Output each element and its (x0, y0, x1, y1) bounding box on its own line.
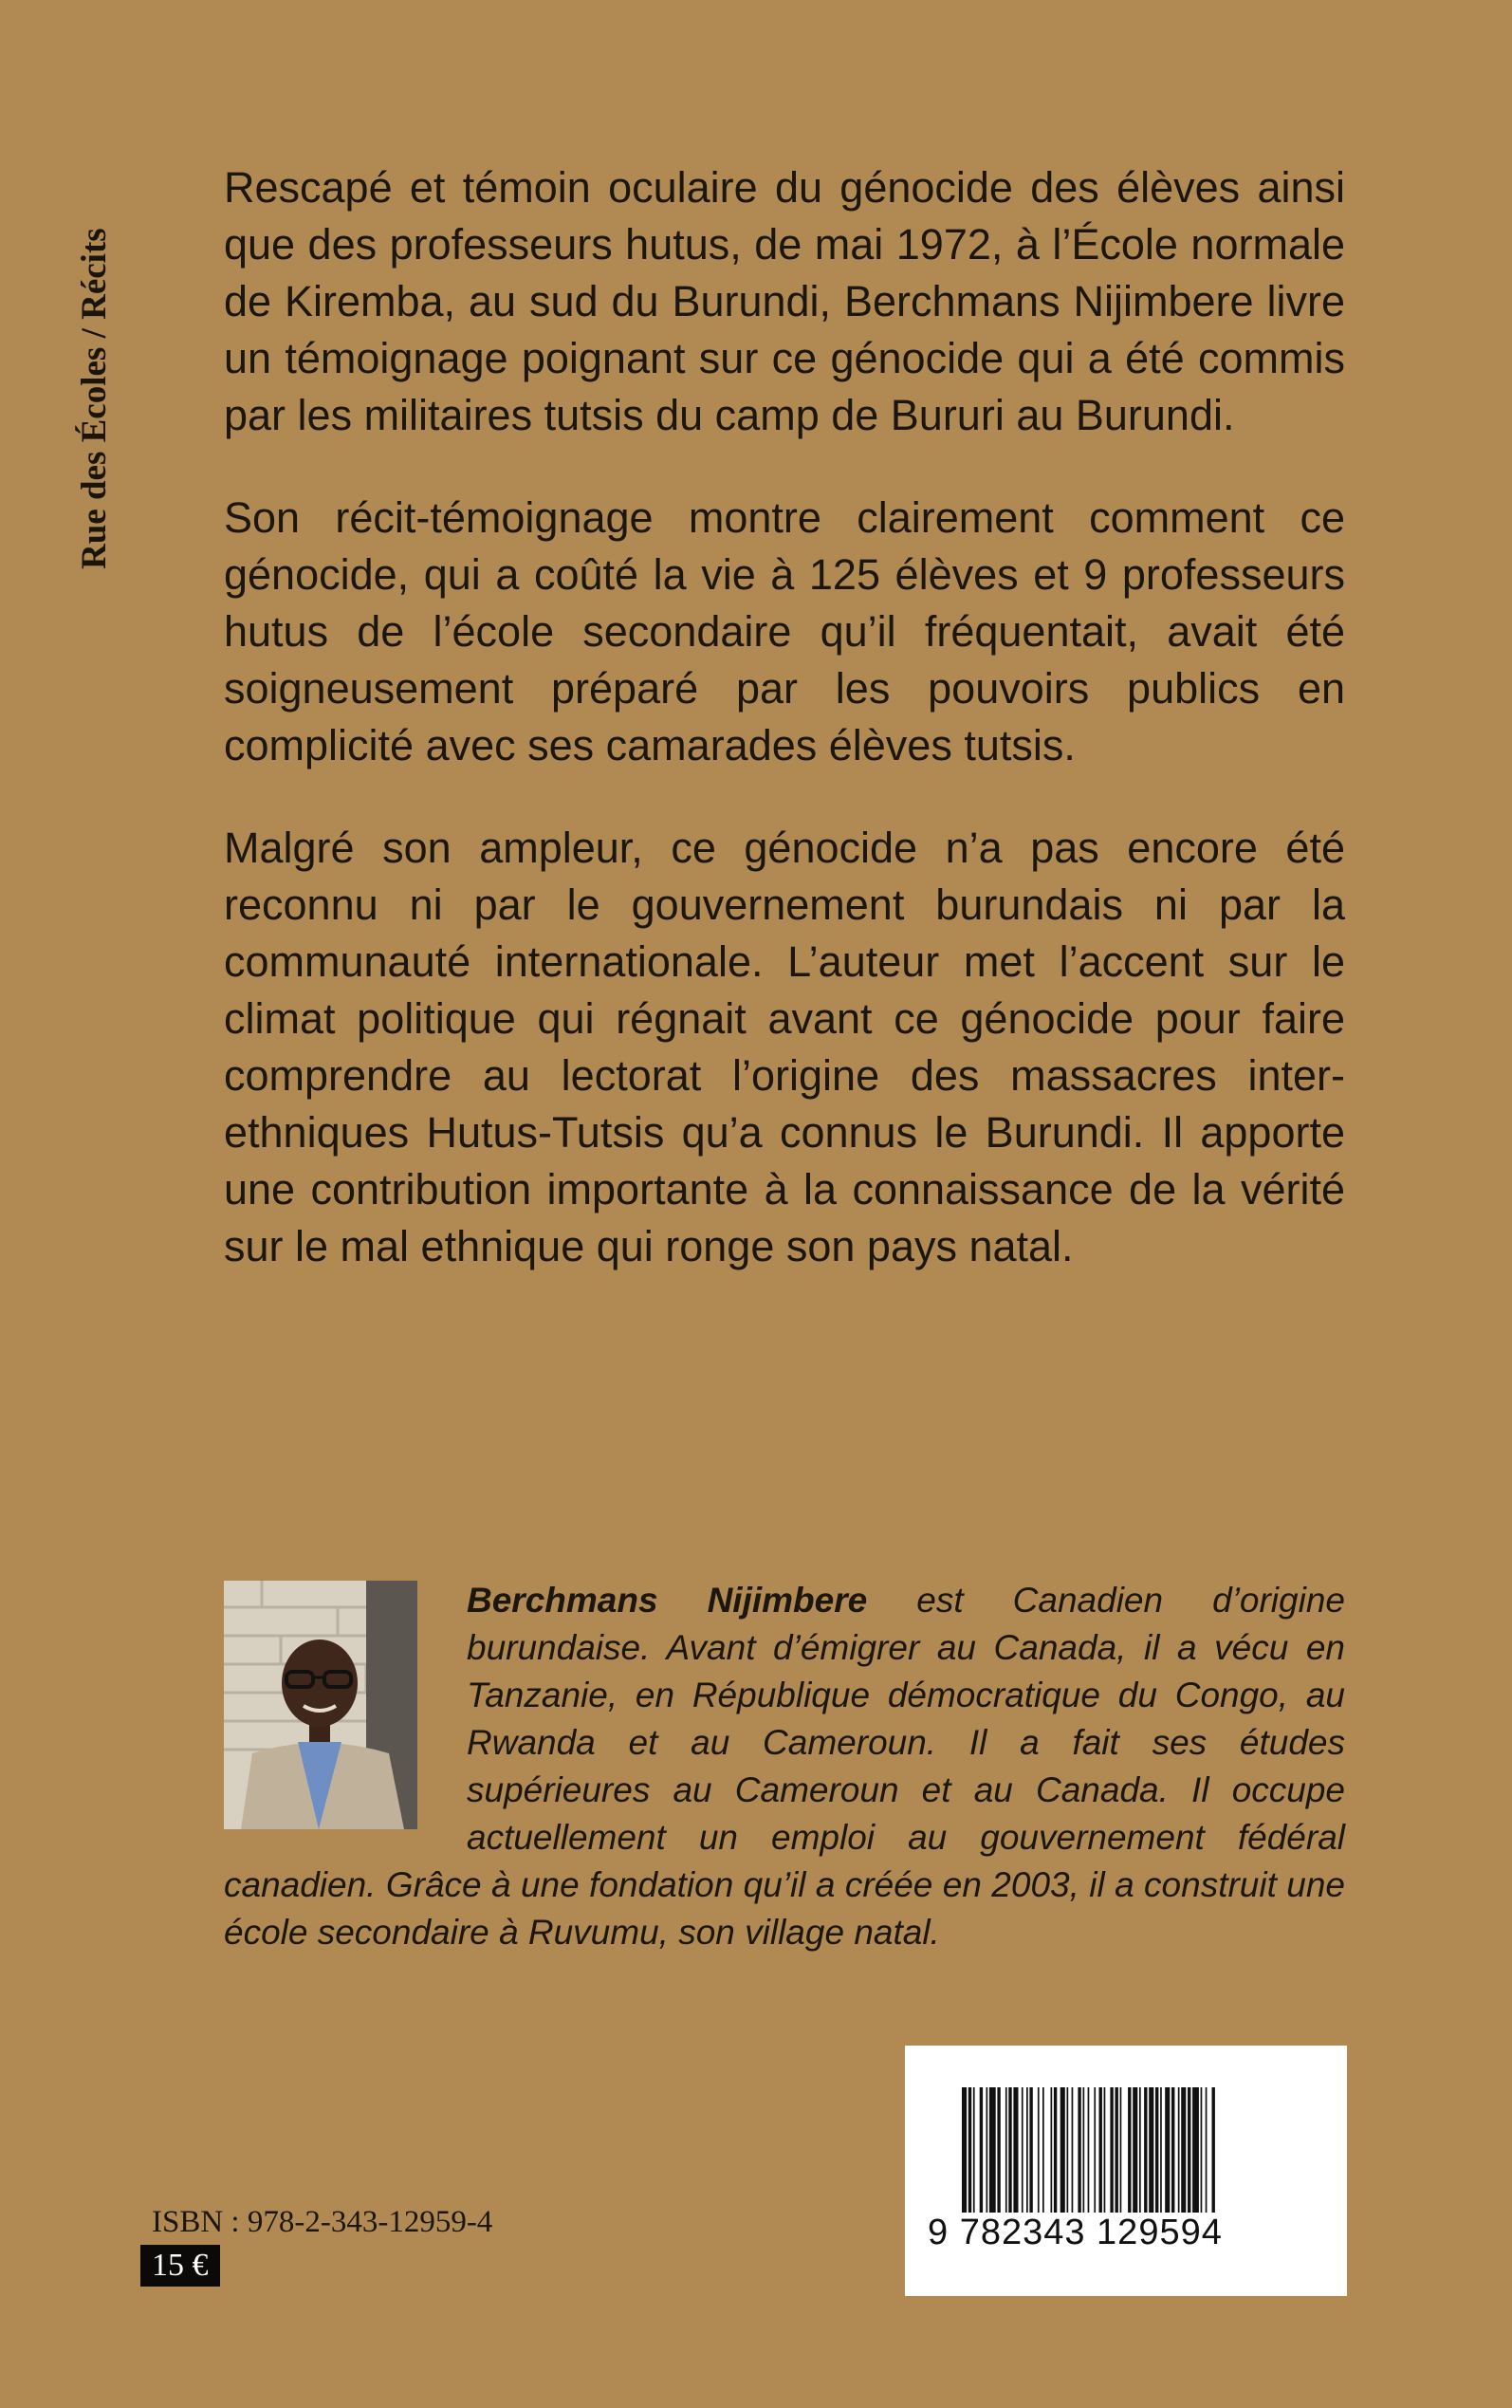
author-bio (224, 1577, 1345, 1956)
barcode-bar (1212, 2087, 1215, 2213)
barcode-bar (1181, 2087, 1186, 2213)
barcode-bar (1013, 2087, 1018, 2213)
author-name: Berchmans Nijimbere (467, 1581, 868, 1620)
barcode-bar (1155, 2087, 1158, 2213)
barcode-bar (1104, 2087, 1106, 2213)
isbn-number: ISBN : 978-2-343-12959-4 (152, 2205, 493, 2239)
barcode-bar (1144, 2087, 1147, 2213)
barcode-bar (1120, 2087, 1122, 2213)
barcode-bar (1110, 2087, 1113, 2213)
barcode-bar (1029, 2087, 1032, 2213)
barcode-bar (989, 2087, 996, 2213)
barcode-digits: 9 782343 129594 (928, 2213, 1223, 2252)
barcode-bars (962, 2087, 1294, 2213)
barcode-bar (1116, 2087, 1118, 2213)
barcode-bar (1083, 2087, 1085, 2213)
barcode-bar (986, 2087, 988, 2213)
series-label: Rue des Écoles / Récits (75, 228, 114, 569)
barcode-bar (1133, 2087, 1137, 2213)
barcode-bar (973, 2087, 975, 2213)
barcode-bar (1178, 2087, 1180, 2213)
barcode-bar (1078, 2087, 1080, 2213)
barcode-bar (1099, 2087, 1102, 2213)
barcode-bar (1165, 2087, 1170, 2213)
barcode-bar (1128, 2087, 1131, 2213)
barcode-bar (1192, 2087, 1199, 2213)
barcode-bar (968, 2087, 971, 2213)
barcode (905, 2046, 1347, 2296)
barcode-bar (1054, 2087, 1057, 2213)
barcode-bar (1160, 2087, 1162, 2213)
barcode-bar (997, 2087, 1000, 2213)
barcode-bar (1008, 2087, 1011, 2213)
barcode-bar (1094, 2087, 1096, 2213)
blurb-paragraph-3: Malgré son ampleur, ce génocide n’a pas encore été reconnu ni par le gouvernement burundais ni par la communauté internationale. L’auteur met l’accent sur le climat politique qui régnait avant ce génocide pour faire comprendre au lectorat l’origine des massacres inter-ethniques Hutus-Tutsis qu’a connus le Burundi. Il apporte une contribution importante à la connaissance de la vérité sur le mal ethnique qui ronge son pays natal. (224, 824, 1345, 1270)
barcode-bar (1060, 2087, 1065, 2213)
barcode-bar (1038, 2087, 1040, 2213)
barcode-bar (1201, 2087, 1203, 2213)
author-bio-text: est Canadien d’origine burundaise. Avant d’émigrer au Canada, il a vécu en Tanzanie, en République démocratique du Congo, au Rwanda et au Cameroun. Il a fait ses études supérieures au Cameroun et au Canada. Il occupe actuellement un emploi au gouvernement fédéral canadien. Grâce à une fondation qu’il a créée en 2003, il a construit une école secondaire à Ruvumu, son village natal. (224, 1581, 1345, 1952)
price-tag: 15 € (140, 2245, 220, 2287)
barcode-bar (1088, 2087, 1090, 2213)
barcode-bar (1171, 2087, 1174, 2213)
barcode-bar (962, 2087, 967, 2213)
barcode-bar (1139, 2087, 1141, 2213)
back-cover-blurb (224, 159, 1345, 1321)
barcode-bar (1067, 2087, 1069, 2213)
barcode-bar (1005, 2087, 1007, 2213)
barcode-bar (1072, 2087, 1074, 2213)
barcode-bar (1051, 2087, 1053, 2213)
blurb-paragraph-2: Son récit-témoignage montre clairement comment ce génocide, qui a coûté la vie à 125 élèves et 9 professeurs hutus de l’école secondaire qu’il fréquentait, avait été soigneusement préparé par les pouvoirs publics en complicité avec ses camarades élèves tutsis. (224, 493, 1345, 769)
barcode-bar (1042, 2087, 1044, 2213)
barcode-bar (980, 2087, 983, 2213)
barcode-bar (1206, 2087, 1208, 2213)
barcode-bar (1149, 2087, 1153, 2213)
barcode-bar (1188, 2087, 1190, 2213)
blurb-paragraph-1: Rescapé et témoin oculaire du génocide des élèves ainsi que des professeurs hutus, de mai 1972, à l’École normale de Kiremba, au sud du Burundi, Berchmans Nijimbere livre un témoignage poignant sur ce génocide qui a été commis par les militaires tutsis du camp de Bururi au Burundi. (224, 163, 1345, 439)
author-photo (224, 1581, 417, 1829)
barcode-bar (1022, 2087, 1023, 2213)
barcode-bar (1026, 2087, 1028, 2213)
